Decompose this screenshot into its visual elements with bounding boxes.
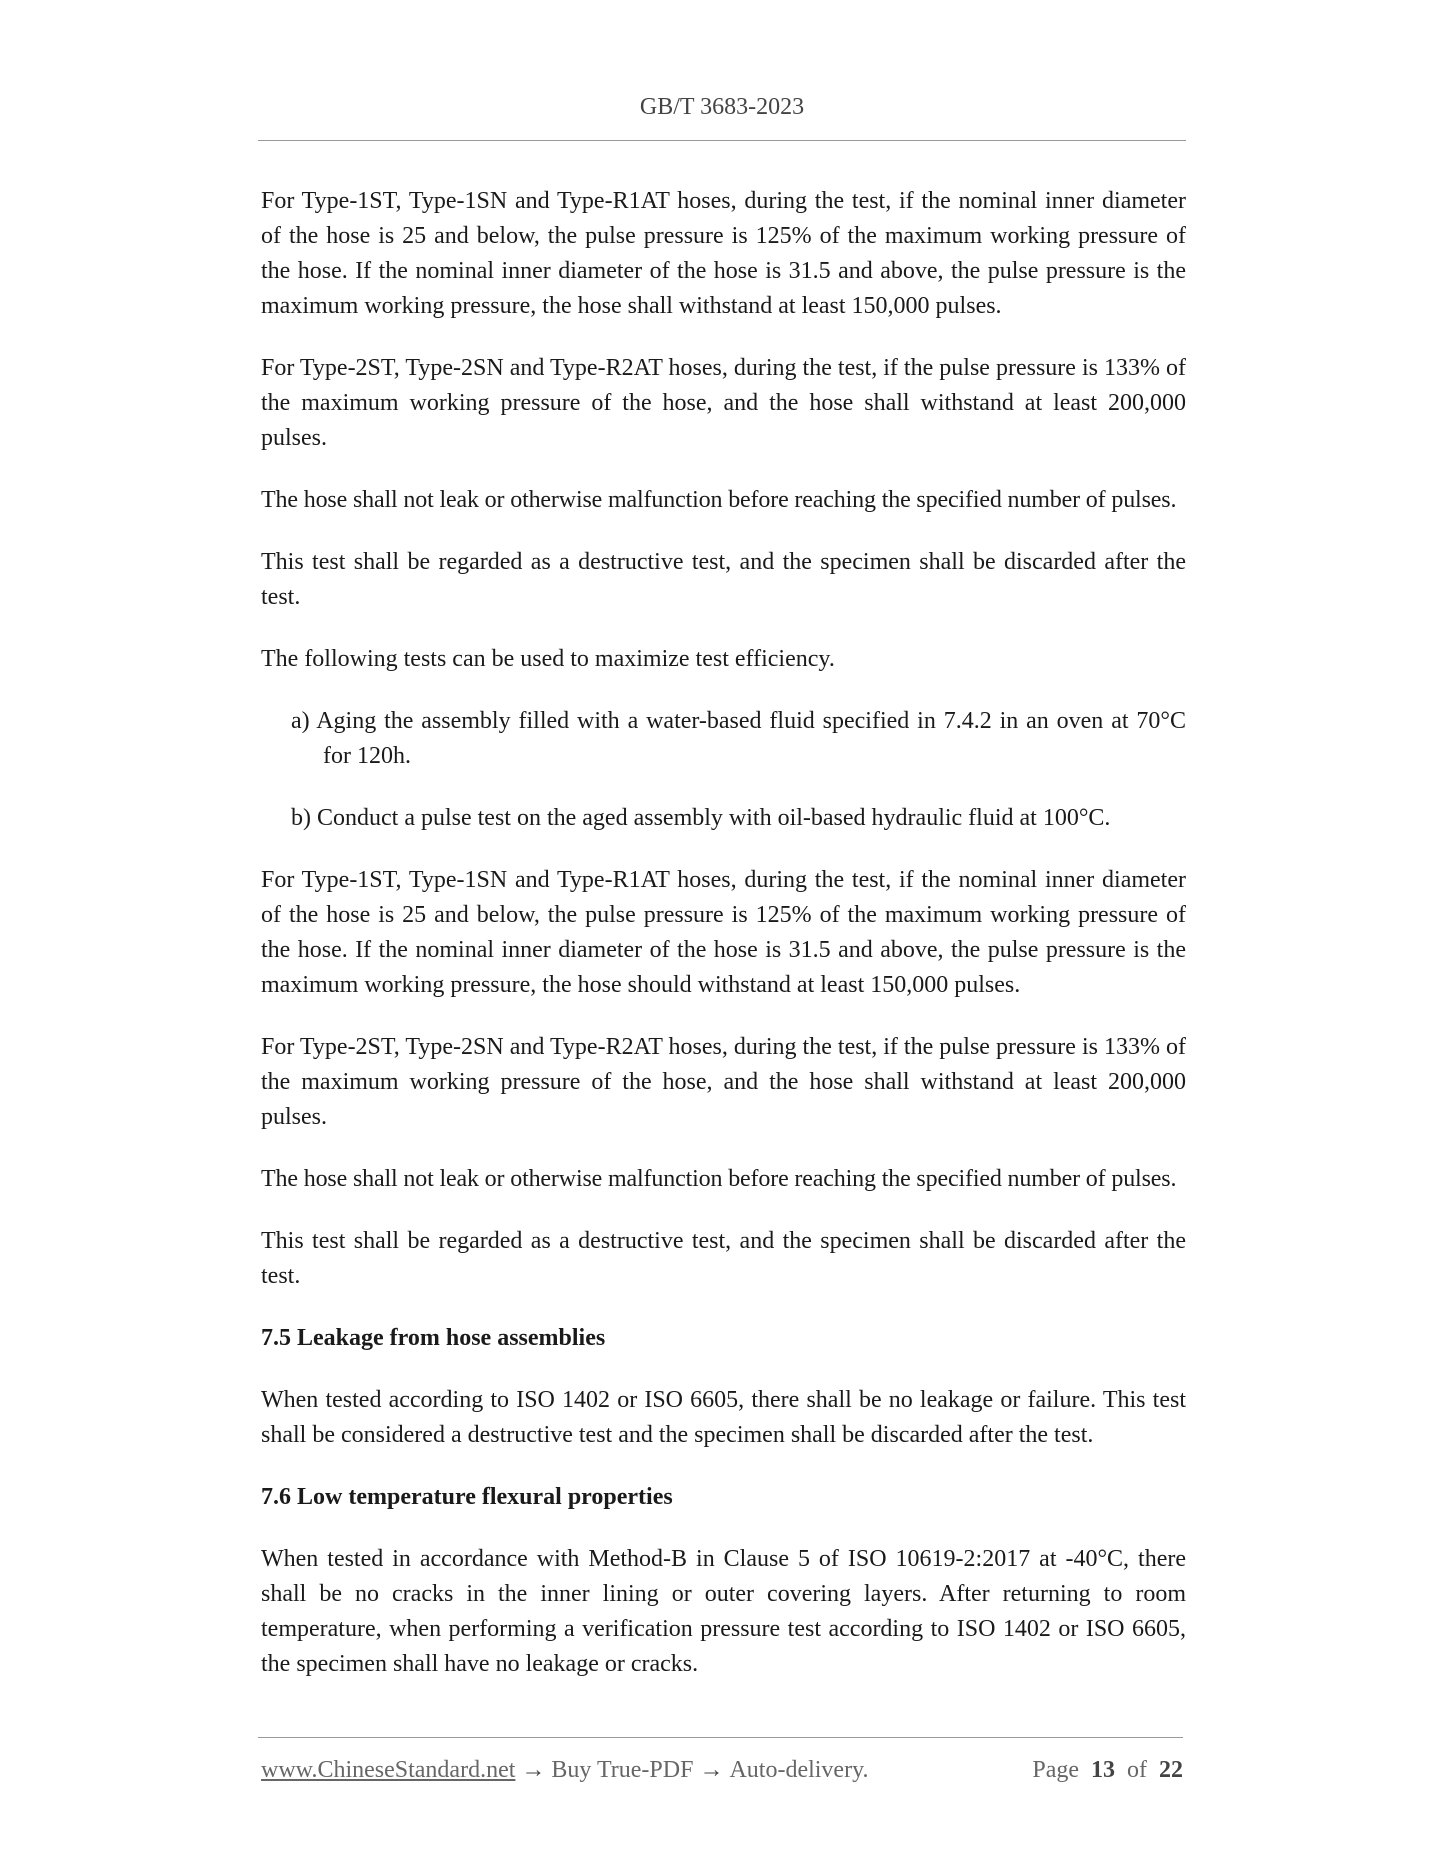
footer-divider [258, 1737, 1183, 1738]
of-label: of [1127, 1757, 1147, 1783]
buy-pdf-text: Buy True-PDF [551, 1757, 694, 1783]
paragraph-type2-pulse: For Type-2ST, Type-2SN and Type-R2AT hoses, during the test, if the pulse pressure is 133% of the maximum working pressure of the hose, and the hose shall withstand at least 200,000 pulses. [261, 355, 1186, 451]
paragraph-type1-pulse: For Type-1ST, Type-1SN and Type-R1AT hoses, during the test, if the nominal inner diameter of the hose is 25 and below, the pulse pressure is 125% of the maximum working pressure of the hose. If the nominal inner diameter of the hose is 31.5 and above, the pulse pressure is the maximum working pressure, the hose shall withstand at least 150,000 pulses. [261, 188, 1186, 319]
header-divider [258, 140, 1186, 141]
page-number [1032, 1752, 1183, 1788]
paragraph-destructive-test: This test shall be regarded as a destructive test, and the specimen shall be discarded after the test. [261, 549, 1186, 610]
auto-delivery-text: Auto-delivery. [729, 1757, 869, 1783]
arrow-right-icon: → [699, 1757, 724, 1783]
section-heading-7-5: 7.5 Leakage from hose assemblies [261, 1325, 606, 1351]
current-page: 13 [1091, 1757, 1115, 1783]
paragraph-type1-pulse-repeat: For Type-1ST, Type-1SN and Type-R1AT hoses, during the test, if the nominal inner diameter of the hose is 25 and below, the pulse pressure is 125% of the maximum working pressure of the hose. If the nominal inner diameter of the hose is 31.5 and above, the pulse pressure is the maximum working pressure, the hose should withstand at least 150,000 pulses. [261, 867, 1186, 998]
footer-promo [261, 1752, 869, 1788]
paragraph-no-leak: The hose shall not leak or otherwise malfunction before reaching the specified number of pulses. [261, 487, 1177, 513]
paragraph-low-temperature: When tested in accordance with Method-B in Clause 5 of ISO 10619-2:2017 at -40°C, there shall be no cracks in the inner lining or outer covering layers. After returning to room temperature, when performing a verification pressure test according to ISO 1402 or ISO 6605, the specimen shall have no leakage or cracks. [261, 1546, 1186, 1677]
page-label: Page [1032, 1757, 1079, 1783]
list-item-pulse-test: b) Conduct a pulse test on the aged assembly with oil-based hydraulic fluid at 100°C. [291, 805, 1111, 831]
paragraph-efficiency-intro: The following tests can be used to maximize test efficiency. [261, 646, 835, 672]
paragraph-destructive-test-repeat: This test shall be regarded as a destructive test, and the specimen shall be discarded after the test. [261, 1228, 1186, 1289]
website-link[interactable]: www.ChineseStandard.net [261, 1757, 516, 1783]
document-code-header: GB/T 3683-2023 [639, 94, 805, 120]
list-item-aging: a) Aging the assembly filled with a water-based fluid specified in 7.4.2 in an oven at 70°C for 120h. [291, 708, 1186, 769]
page-body [261, 184, 1186, 1709]
page-footer [261, 1752, 1183, 1788]
paragraph-no-leak-repeat: The hose shall not leak or otherwise malfunction before reaching the specified number of pulses. [261, 1166, 1177, 1192]
total-pages: 22 [1159, 1757, 1183, 1783]
paragraph-type2-pulse-repeat: For Type-2ST, Type-2SN and Type-R2AT hoses, during the test, if the pulse pressure is 133% of the maximum working pressure of the hose, and the hose shall withstand at least 200,000 pulses. [261, 1034, 1186, 1130]
paragraph-leakage: When tested according to ISO 1402 or ISO 6605, there shall be no leakage or failure. This test shall be considered a destructive test and the specimen shall be discarded after the test. [261, 1387, 1186, 1448]
section-heading-7-6: 7.6 Low temperature flexural properties [261, 1484, 673, 1510]
arrow-right-icon: → [521, 1757, 546, 1783]
